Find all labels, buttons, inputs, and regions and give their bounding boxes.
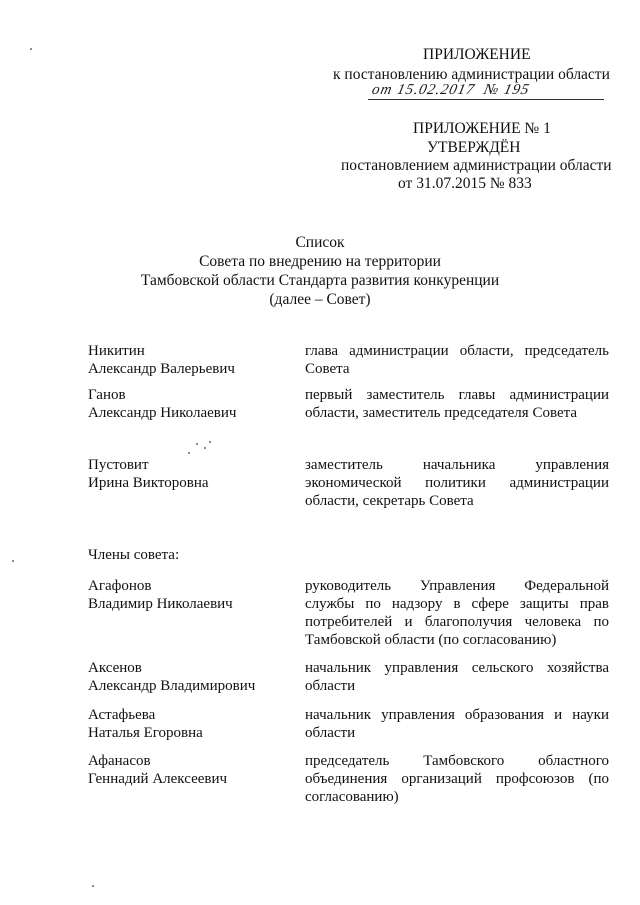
appendix-subtitle: к постановлению администрации области: [333, 66, 610, 83]
scan-speck: [92, 885, 94, 887]
member-role: руководитель Управления Федеральной службы по надзору в сфере защиты прав потребителей и благополучия человека по Тамбовской области (по согласованию): [305, 578, 609, 648]
member-name: [88, 752, 288, 788]
scan-speck: [188, 452, 190, 454]
person-role: первый заместитель главы администрации области, заместитель председателя Совета: [305, 387, 609, 421]
member-role: начальник управления сельского хозяйства области: [305, 660, 609, 694]
handwritten-number: № 195: [482, 82, 532, 98]
person-surname: Ганов: [88, 387, 126, 403]
member-given-name: Владимир Николаевич: [88, 596, 233, 612]
person-name: [88, 456, 288, 492]
members-heading: Члены совета:: [88, 547, 180, 563]
approved-date: от 31.07.2015 № 833: [398, 175, 532, 192]
member-name: [88, 659, 288, 695]
member-given-name: Геннадий Алексеевич: [88, 771, 228, 787]
member-given-name: Александр Владимирович: [88, 678, 256, 694]
member-surname: Афанасов: [88, 753, 151, 769]
person-surname: Пустовит: [88, 457, 149, 473]
appendix-title: ПРИЛОЖЕНИЕ: [423, 46, 531, 63]
approved-label: УТВЕРЖДЁН: [427, 139, 521, 156]
member-surname: Аксенов: [88, 660, 142, 676]
member-role: председатель Тамбовского областного объединения организаций профсоюзов (по согласованию): [305, 753, 609, 805]
handwritten-date: от 15.02.2017: [370, 82, 477, 98]
doc-title-line1: Список: [295, 234, 345, 251]
person-name: [88, 386, 288, 422]
person-given-name: Александр Валерьевич: [88, 361, 235, 377]
member-name: [88, 706, 288, 742]
person-given-name: Ирина Викторовна: [88, 475, 209, 491]
person-name: [88, 342, 288, 378]
doc-title-line3: Тамбовской области Стандарта развития конкуренции: [140, 272, 500, 289]
person-surname: Никитин: [88, 343, 145, 359]
scan-speck: [30, 48, 32, 50]
scan-speck: [209, 441, 211, 443]
scan-speck: [12, 560, 14, 562]
doc-title-line2: Совета по внедрению на территории: [199, 253, 441, 270]
scan-speck: [204, 447, 206, 449]
scan-speck: [196, 443, 198, 445]
approved-by: постановлением администрации области: [341, 157, 612, 174]
person-role: глава администрации области, председатель Совета: [305, 343, 609, 377]
member-surname: Агафонов: [88, 578, 152, 594]
member-name: [88, 577, 288, 613]
person-role: заместитель начальника управления экономической политики администрации области, секретарь Совета: [305, 457, 609, 509]
doc-title-line4: (далее – Совет): [269, 291, 371, 308]
person-given-name: Александр Николаевич: [88, 405, 237, 421]
appendix1-title: ПРИЛОЖЕНИЕ № 1: [413, 120, 551, 137]
member-role: начальник управления образования и науки области: [305, 707, 609, 741]
handwritten-line: [368, 99, 604, 100]
member-given-name: Наталья Егоровна: [88, 725, 203, 741]
member-surname: Астафьева: [88, 707, 156, 723]
